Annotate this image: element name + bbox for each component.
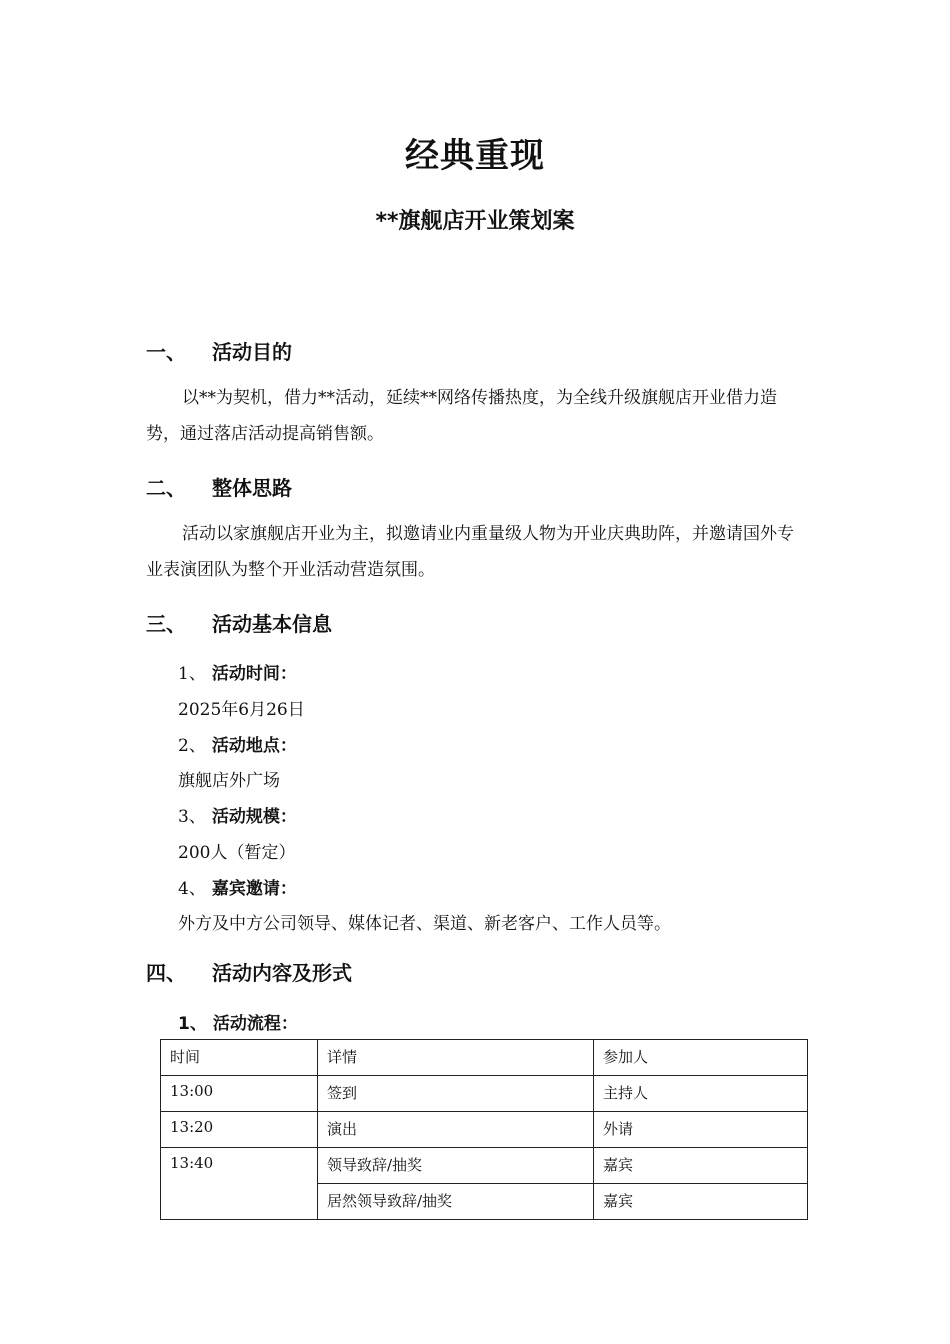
info-label: 活动时间： bbox=[211, 664, 297, 684]
info-number: 2、 bbox=[178, 736, 206, 756]
table-cell-participant: 主持人 bbox=[594, 1076, 808, 1112]
table-header-cell: 参加人 bbox=[594, 1040, 808, 1076]
section-number: 二、 bbox=[146, 476, 186, 500]
section-number: 一、 bbox=[146, 340, 186, 364]
info-value-location: 旗舰店外广场 bbox=[178, 771, 280, 791]
info-value-guests: 外方及中方公司领导、媒体记者、渠道、新老客户、工作人员等。 bbox=[178, 914, 671, 934]
info-label: 活动地点： bbox=[211, 736, 297, 756]
document-title: 经典重现 bbox=[405, 136, 545, 176]
flow-number: 1、 bbox=[178, 1014, 207, 1034]
table-cell-participant: 外请 bbox=[594, 1112, 808, 1148]
info-label: 嘉宾邀请： bbox=[211, 879, 297, 899]
info-item-location bbox=[178, 731, 297, 756]
table-cell-detail: 居然领导致辞/抽奖 bbox=[318, 1184, 594, 1220]
table-header-row bbox=[161, 1040, 808, 1076]
table-header-cell: 时间 bbox=[161, 1040, 318, 1076]
flow-label: 活动流程： bbox=[212, 1014, 298, 1034]
section-title: 整体思路 bbox=[212, 476, 292, 500]
table-row bbox=[161, 1076, 808, 1112]
section-heading-1 bbox=[146, 336, 292, 365]
table-cell-participant: 嘉宾 bbox=[594, 1184, 808, 1220]
section-title: 活动内容及形式 bbox=[212, 961, 352, 985]
table-row bbox=[161, 1112, 808, 1148]
info-value-scale: 200人（暂定） bbox=[178, 843, 296, 863]
info-label: 活动规模： bbox=[211, 807, 297, 827]
info-value-time: 2025年6月26日 bbox=[178, 700, 305, 720]
info-number: 4、 bbox=[178, 879, 206, 899]
section-title: 活动目的 bbox=[212, 340, 292, 364]
table-header-cell: 详情 bbox=[318, 1040, 594, 1076]
section-number: 四、 bbox=[146, 961, 186, 985]
table-cell-time: 13:00 bbox=[161, 1076, 318, 1112]
section-heading-4 bbox=[146, 957, 352, 986]
table-cell-detail: 演出 bbox=[318, 1112, 594, 1148]
document-subtitle: **旗舰店开业策划案 bbox=[375, 209, 575, 234]
flow-heading bbox=[178, 1009, 298, 1034]
info-item-guests bbox=[178, 874, 297, 899]
table-cell-detail: 签到 bbox=[318, 1076, 594, 1112]
table-cell-time: 13:40 bbox=[161, 1148, 318, 1220]
section-heading-3 bbox=[146, 608, 332, 637]
info-number: 1、 bbox=[178, 664, 206, 684]
section-body-2: 活动以家旗舰店开业为主，拟邀请业内重量级人物为开业庆典助阵，并邀请国外专业表演团队为整个开业活动营造氛围。 bbox=[146, 524, 794, 580]
flow-table bbox=[160, 1039, 808, 1220]
section-number: 三、 bbox=[146, 612, 186, 636]
section-heading-2 bbox=[146, 472, 292, 501]
table-cell-time: 13:20 bbox=[161, 1112, 318, 1148]
table-row bbox=[161, 1148, 808, 1184]
info-number: 3、 bbox=[178, 807, 206, 827]
info-item-scale bbox=[178, 802, 297, 827]
info-item-time bbox=[178, 659, 297, 684]
section-title: 活动基本信息 bbox=[212, 612, 332, 636]
table-cell-participant: 嘉宾 bbox=[594, 1148, 808, 1184]
table-cell-detail: 领导致辞/抽奖 bbox=[318, 1148, 594, 1184]
section-body-1: 以**为契机，借力**活动，延续**网络传播热度，为全线升级旗舰店开业借力造势，通过落店活动提高销售额。 bbox=[146, 388, 777, 444]
